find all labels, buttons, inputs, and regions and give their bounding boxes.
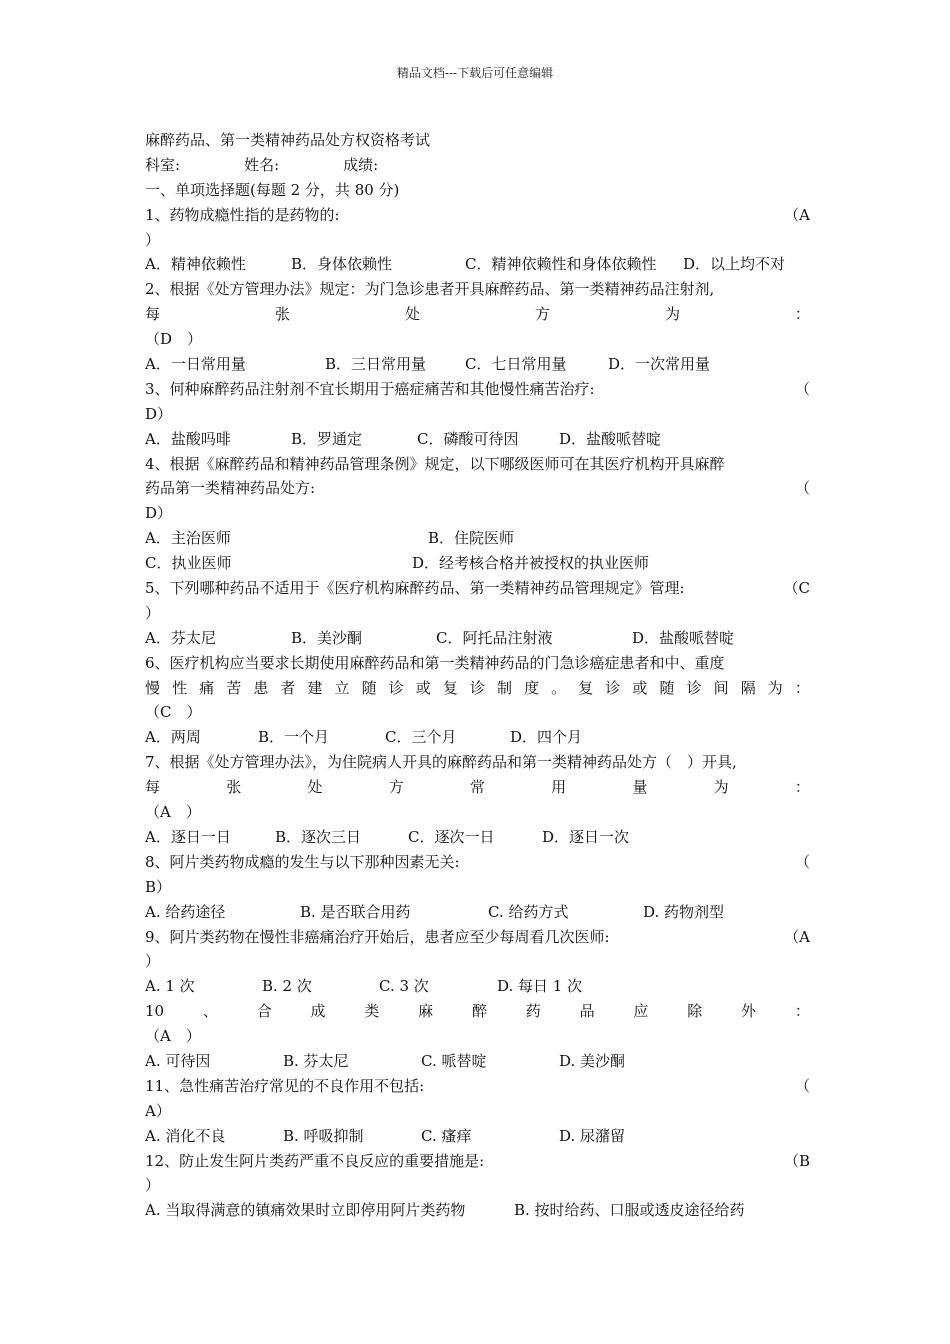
option-d: D. 美沙酮 [559, 1051, 626, 1070]
option-c: C．三个月 [385, 728, 457, 747]
question-1-answer: （A [784, 205, 810, 224]
spread-char: 为 [664, 305, 680, 324]
question-11-options [145, 1124, 810, 1149]
option-a: A．精神依赖性 [145, 255, 246, 274]
spread-char: ： [794, 678, 810, 697]
spread-char: 建 [307, 678, 323, 697]
spread-char: 合 [256, 1002, 272, 1021]
spread-char: 药 [525, 1002, 541, 1021]
option-a: A. 可待因 [145, 1051, 211, 1070]
option-d: D．一次常用量 [608, 355, 711, 374]
exam-content [145, 128, 810, 1223]
spread-char: 或 [632, 678, 648, 697]
spread-char: 度 [524, 678, 540, 697]
spread-char: 处 [404, 305, 420, 324]
question-6-answer: （C ） [145, 703, 202, 722]
question-1-text: 1、药物成瘾性指的是药物的: [145, 205, 340, 224]
question-2-options [145, 352, 810, 377]
option-b: B. 按时给药、口服或透皮途径给药 [514, 1201, 745, 1220]
question-8-text: 8、阿片类药物成瘾的发生与以下那种因素无关: [145, 852, 460, 871]
spread-char: 方 [534, 305, 550, 324]
spread-char: 处 [307, 778, 323, 797]
question-6-options [145, 725, 810, 750]
question-4-options-row1 [145, 526, 810, 551]
question-5 [145, 576, 810, 601]
option-b: B．逐次三日 [275, 827, 362, 846]
option-b: B. 呼吸抑制 [283, 1126, 364, 1145]
spread-char: 。 [551, 678, 567, 697]
question-5-answer: （C [783, 579, 810, 598]
question-2-spread [145, 302, 810, 327]
spread-char: 诊 [605, 678, 621, 697]
question-11-text: 11、急性痛苦治疗常见的不良作用不包括: [145, 1076, 425, 1095]
question-7-text: 7、根据《处方管理办法》，为住院病人开具的麻醉药品和第一类精神药品处方（ ）开具, [145, 753, 737, 772]
question-7-answer: （A ） [145, 803, 201, 822]
spread-char: 每 [145, 778, 161, 797]
spread-char: 量 [632, 778, 648, 797]
spread-char: 应 [633, 1002, 649, 1021]
question-1-answer-close: ） [145, 230, 161, 249]
spread-char: 痛 [199, 678, 215, 697]
option-c: C．执业医师 [145, 554, 232, 573]
option-c: C. 3 次 [379, 977, 429, 996]
question-3-text: 3、何种麻醉药品注射剂不宜长期用于癌症痛苦和其他慢性痛苦治疗: [145, 379, 595, 398]
question-6-spread [145, 676, 810, 701]
score-label: 成绩: [343, 155, 379, 174]
spread-char: 方 [388, 778, 404, 797]
question-9-answer-close: ） [145, 952, 161, 971]
option-d: D. 尿潴留 [559, 1126, 626, 1145]
question-4-line2 [145, 476, 810, 501]
spread-char: ： [794, 778, 810, 797]
option-a: A．一日常用量 [145, 355, 246, 374]
spread-char: 诊 [388, 678, 404, 697]
spread-char: 为 [713, 778, 729, 797]
question-8 [145, 850, 810, 875]
question-12-text: 12、防止发生阿片类药严重不良反应的重要措施是: [145, 1151, 485, 1170]
option-b: B．三日常用量 [325, 355, 427, 374]
question-11-answer: （ [794, 1076, 810, 1095]
question-5-text: 5、下列哪种药品不适用于《医疗机构麻醉药品、第一类精神药品管理规定》管理: [145, 579, 685, 598]
spread-char: 类 [364, 1002, 380, 1021]
spread-char: 每 [145, 305, 161, 324]
option-a: A．两周 [145, 728, 201, 747]
question-3-answer: （ [794, 379, 810, 398]
option-c: C．阿托品注射液 [436, 628, 553, 647]
question-4-answer-close: D） [145, 504, 173, 523]
question-5-answer-close: ） [145, 603, 161, 622]
option-d: D．四个月 [510, 728, 583, 747]
question-3-answer-close: D） [145, 404, 173, 423]
option-c: C．七日常用量 [465, 355, 567, 374]
question-12 [145, 1149, 810, 1174]
option-d: D. 药物剂型 [643, 902, 725, 921]
question-1 [145, 203, 810, 228]
spread-char: 随 [659, 678, 675, 697]
question-5-options [145, 626, 810, 651]
exam-title: 麻醉药品、第一类精神药品处方权资格考试 [145, 131, 431, 149]
option-a: A. 消化不良 [145, 1126, 226, 1145]
question-11-answer-close: A） [145, 1101, 171, 1120]
question-4-text: 4、根据《麻醉药品和精神药品管理条例》规定，以下哪级医师可在其医疗机构开具麻醉 [145, 454, 725, 473]
question-4-text-cont: 药品第一类精神药品处方: [145, 479, 316, 498]
option-b: B．一个月 [258, 728, 330, 747]
spread-char: 张 [226, 778, 242, 797]
question-2-text: 2、根据《处方管理办法》规定：为门急诊患者开具麻醉药品、第一类精神药品注射剂, [145, 280, 715, 299]
question-8-options [145, 900, 810, 925]
spread-char: 立 [334, 678, 350, 697]
option-c: C．磷酸可待因 [417, 429, 519, 448]
spread-char: ： [794, 1002, 810, 1021]
option-d: D．以上均不对 [683, 255, 786, 274]
spread-char: 苦 [226, 678, 242, 697]
option-c: C．逐次一日 [408, 827, 495, 846]
option-d: D．盐酸哌替啶 [632, 628, 735, 647]
question-10-answer: （A ） [145, 1027, 201, 1046]
spread-char: 诊 [686, 678, 702, 697]
spread-char: 、 [202, 1002, 218, 1021]
option-c: C．精神依赖性和身体依赖性 [465, 255, 657, 274]
name-label: 姓名: [244, 155, 280, 174]
question-7-spread [145, 775, 810, 800]
spread-char: 除 [687, 1002, 703, 1021]
question-10-options [145, 1049, 810, 1074]
option-b: B．身体依赖性 [291, 255, 393, 274]
spread-char: 成 [310, 1002, 326, 1021]
spread-char: 10 [145, 1002, 165, 1021]
info-line [145, 153, 810, 178]
option-b: B．美沙酮 [291, 628, 363, 647]
question-4-options-row2 [145, 551, 810, 576]
question-8-answer-close: B） [145, 877, 172, 896]
spread-char: 诊 [469, 678, 485, 697]
option-c: C. 哌替啶 [421, 1051, 487, 1070]
spread-char: 用 [551, 778, 567, 797]
spread-char: 性 [172, 678, 188, 697]
spread-char: 复 [442, 678, 458, 697]
page-header: 精品文档---下载后可任意编辑 [396, 66, 554, 80]
option-a: A. 给药途径 [145, 902, 226, 921]
option-a: A. 1 次 [145, 977, 195, 996]
spread-char: 患 [253, 678, 269, 697]
question-9 [145, 925, 810, 950]
spread-char: 复 [578, 678, 594, 697]
option-d: D．经考核合格并被授权的执业医师 [412, 554, 650, 573]
question-6-text: 6、医疗机构应当要求长期使用麻醉药品和第一类精神药品的门急诊癌症患者和中、重度 [145, 653, 725, 672]
question-12-options [145, 1198, 810, 1223]
question-11 [145, 1074, 810, 1099]
question-3 [145, 377, 810, 402]
spread-char: 麻 [418, 1002, 434, 1021]
spread-char: 随 [361, 678, 377, 697]
question-9-answer: （A [784, 927, 810, 946]
question-1-options [145, 252, 810, 277]
spread-char: 者 [280, 678, 296, 697]
question-12-answer: （B [783, 1151, 810, 1170]
spread-char: 慢 [145, 678, 161, 697]
option-c: C. 给药方式 [488, 902, 569, 921]
spread-char: 间 [713, 678, 729, 697]
option-a: A. 当取得满意的镇痛效果时立即停用阿片类药物 [145, 1201, 466, 1220]
question-8-answer: （ [794, 852, 810, 871]
option-a: A．主治医师 [145, 529, 231, 548]
option-a: A．逐日一日 [145, 827, 231, 846]
spread-char: 张 [274, 305, 290, 324]
question-12-answer-close: ） [145, 1176, 161, 1195]
spread-char: 或 [415, 678, 431, 697]
option-b: B. 是否联合用药 [300, 902, 411, 921]
spread-char: 为 [767, 678, 783, 697]
question-7-options [145, 825, 810, 850]
option-d: D．逐日一次 [542, 827, 630, 846]
spread-char: ： [794, 305, 810, 324]
dept-label: 科室: [145, 155, 181, 174]
spread-char: 隔 [740, 678, 756, 697]
spread-char: 制 [497, 678, 513, 697]
option-d: D. 每日 1 次 [497, 977, 583, 996]
question-4-answer: （ [794, 479, 810, 498]
option-b: B．住院医师 [428, 529, 515, 548]
option-a: A．芬太尼 [145, 628, 216, 647]
section-heading: 一、单项选择题(每题 2 分，共 80 分) [145, 180, 400, 199]
option-b: B．罗通定 [291, 429, 363, 448]
spread-char: 常 [469, 778, 485, 797]
question-2-answer: （D ） [145, 330, 203, 349]
spread-char: 外 [741, 1002, 757, 1021]
question-9-options [145, 974, 810, 999]
spread-char: 醉 [471, 1002, 487, 1021]
option-d: D．盐酸哌替啶 [559, 429, 662, 448]
question-3-options [145, 427, 810, 452]
question-10-spread [145, 999, 810, 1024]
question-9-text: 9、阿片类药物在慢性非癌痛治疗开始后，患者应至少每周看几次医师: [145, 927, 610, 946]
option-b: B. 芬太尼 [283, 1051, 349, 1070]
spread-char: 品 [579, 1002, 595, 1021]
option-b: B. 2 次 [262, 977, 312, 996]
option-a: A．盐酸吗啡 [145, 429, 231, 448]
option-c: C. 瘙痒 [421, 1126, 472, 1145]
